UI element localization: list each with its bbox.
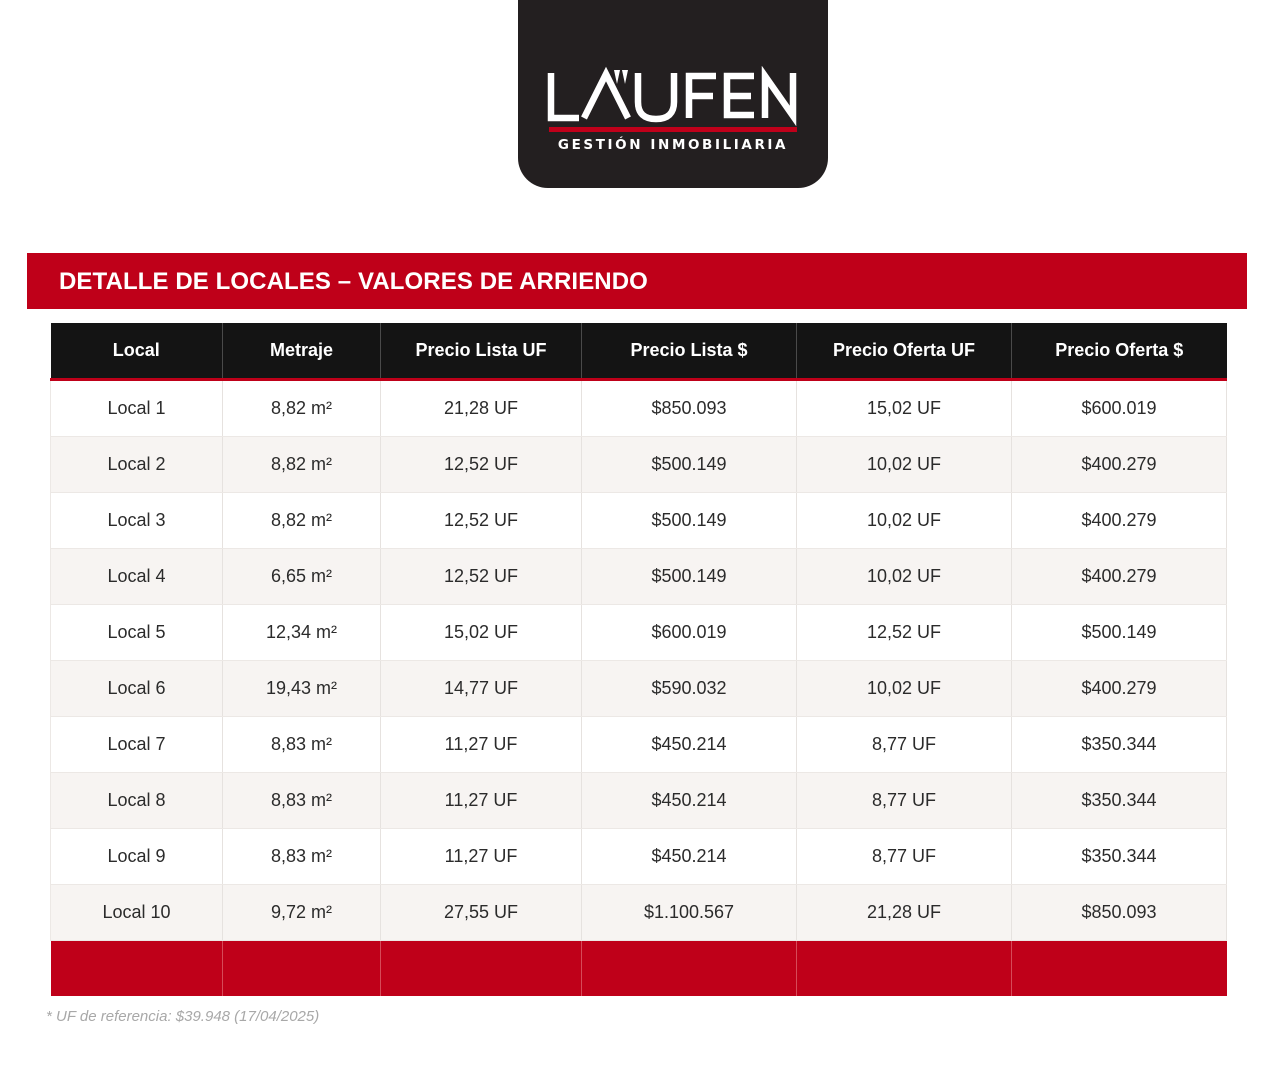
cell-precio-oferta-clp: $400.279: [1012, 437, 1227, 493]
cell-metraje: 8,83 m²: [223, 717, 381, 773]
table-row: [51, 885, 1227, 941]
uf-reference-footnote: * UF de referencia: $39.948 (17/04/2025): [46, 1008, 320, 1025]
cell-precio-oferta-uf: 10,02 UF: [797, 549, 1012, 605]
brand-logo: [518, 0, 828, 188]
cell-precio-lista-clp: $590.032: [582, 661, 797, 717]
column-header-precio-oferta-clp: Precio Oferta $: [1012, 323, 1227, 380]
cell-precio-oferta-clp: $400.279: [1012, 493, 1227, 549]
table-row: [51, 773, 1227, 829]
cell-precio-lista-uf: 12,52 UF: [381, 549, 582, 605]
cell-precio-lista-clp: $500.149: [582, 493, 797, 549]
cell-local: Local 1: [51, 380, 223, 437]
cell-precio-lista-clp: $600.019: [582, 605, 797, 661]
rental-price-table: [50, 323, 1227, 996]
cell-precio-oferta-uf: 8,77 UF: [797, 717, 1012, 773]
footer-cell: [381, 941, 582, 997]
cell-precio-lista-uf: 12,52 UF: [381, 493, 582, 549]
column-header-precio-lista-clp: Precio Lista $: [582, 323, 797, 380]
cell-precio-oferta-clp: $350.344: [1012, 717, 1227, 773]
table-footer-row: [51, 941, 1227, 997]
column-header-precio-lista-uf: Precio Lista UF: [381, 323, 582, 380]
cell-precio-lista-uf: 11,27 UF: [381, 773, 582, 829]
cell-precio-oferta-uf: 10,02 UF: [797, 661, 1012, 717]
cell-metraje: 8,83 m²: [223, 829, 381, 885]
cell-metraje: 6,65 m²: [223, 549, 381, 605]
footer-cell: [51, 941, 223, 997]
cell-precio-lista-clp: $1.100.567: [582, 885, 797, 941]
cell-precio-lista-uf: 27,55 UF: [381, 885, 582, 941]
column-header-local: Local: [51, 323, 223, 380]
table-header-row: [51, 323, 1227, 380]
table-row: [51, 661, 1227, 717]
cell-precio-lista-uf: 11,27 UF: [381, 829, 582, 885]
table-row: [51, 549, 1227, 605]
footer-cell: [1012, 941, 1227, 997]
cell-metraje: 8,83 m²: [223, 773, 381, 829]
section-title: DETALLE DE LOCALES – VALORES DE ARRIENDO: [59, 268, 648, 295]
cell-local: Local 8: [51, 773, 223, 829]
cell-precio-oferta-clp: $350.344: [1012, 773, 1227, 829]
cell-local: Local 5: [51, 605, 223, 661]
cell-precio-lista-clp: $850.093: [582, 380, 797, 437]
table-row: [51, 717, 1227, 773]
column-header-precio-oferta-uf: Precio Oferta UF: [797, 323, 1012, 380]
table-row: [51, 605, 1227, 661]
cell-metraje: 9,72 m²: [223, 885, 381, 941]
cell-precio-oferta-uf: 10,02 UF: [797, 493, 1012, 549]
cell-precio-lista-uf: 21,28 UF: [381, 380, 582, 437]
cell-precio-oferta-uf: 10,02 UF: [797, 437, 1012, 493]
cell-local: Local 6: [51, 661, 223, 717]
section-banner: [27, 253, 1247, 309]
cell-precio-oferta-uf: 21,28 UF: [797, 885, 1012, 941]
footer-cell: [582, 941, 797, 997]
column-header-metraje: Metraje: [223, 323, 381, 380]
brand-wordmark: [518, 66, 828, 128]
cell-precio-lista-clp: $500.149: [582, 437, 797, 493]
cell-precio-oferta-clp: $500.149: [1012, 605, 1227, 661]
cell-local: Local 2: [51, 437, 223, 493]
cell-precio-lista-uf: 12,52 UF: [381, 437, 582, 493]
cell-precio-lista-uf: 11,27 UF: [381, 717, 582, 773]
table-row: [51, 829, 1227, 885]
cell-local: Local 3: [51, 493, 223, 549]
cell-precio-lista-clp: $450.214: [582, 829, 797, 885]
cell-precio-oferta-uf: 12,52 UF: [797, 605, 1012, 661]
cell-local: Local 4: [51, 549, 223, 605]
cell-local: Local 10: [51, 885, 223, 941]
cell-metraje: 8,82 m²: [223, 380, 381, 437]
cell-local: Local 7: [51, 717, 223, 773]
cell-metraje: 19,43 m²: [223, 661, 381, 717]
cell-metraje: 8,82 m²: [223, 493, 381, 549]
cell-precio-oferta-clp: $400.279: [1012, 549, 1227, 605]
cell-precio-oferta-clp: $850.093: [1012, 885, 1227, 941]
cell-precio-oferta-clp: $400.279: [1012, 661, 1227, 717]
cell-precio-oferta-uf: 8,77 UF: [797, 829, 1012, 885]
cell-precio-lista-uf: 15,02 UF: [381, 605, 582, 661]
cell-precio-lista-clp: $500.149: [582, 549, 797, 605]
cell-precio-lista-uf: 14,77 UF: [381, 661, 582, 717]
cell-precio-lista-clp: $450.214: [582, 773, 797, 829]
table-row: [51, 380, 1227, 437]
cell-precio-lista-clp: $450.214: [582, 717, 797, 773]
footer-cell: [223, 941, 381, 997]
cell-precio-oferta-uf: 8,77 UF: [797, 773, 1012, 829]
table-row: [51, 493, 1227, 549]
brand-rule: [549, 127, 797, 132]
cell-local: Local 9: [51, 829, 223, 885]
cell-precio-oferta-uf: 15,02 UF: [797, 380, 1012, 437]
cell-precio-oferta-clp: $600.019: [1012, 380, 1227, 437]
cell-metraje: 8,82 m²: [223, 437, 381, 493]
cell-precio-oferta-clp: $350.344: [1012, 829, 1227, 885]
brand-tagline: GESTIÓN INMOBILIARIA: [557, 137, 789, 153]
table-row: [51, 437, 1227, 493]
footer-cell: [797, 941, 1012, 997]
cell-metraje: 12,34 m²: [223, 605, 381, 661]
